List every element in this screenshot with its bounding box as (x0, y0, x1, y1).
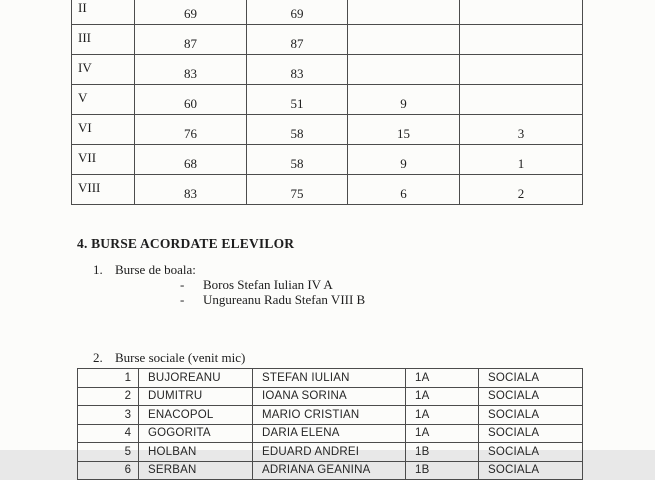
scholarship-type-cell: SOCIALA (479, 387, 583, 406)
given-name-cell: MARIO CRISTIAN (253, 406, 406, 425)
surname-cell: GOGORITA (139, 424, 253, 443)
row-number: 4 (78, 424, 139, 443)
table-row (72, 55, 583, 85)
class-label: V (72, 85, 135, 115)
table-row (72, 85, 583, 115)
cell-value: 69 (247, 0, 348, 25)
scholarship-type-cell: SOCIALA (479, 369, 583, 388)
scholarship-type-cell: SOCIALA (479, 443, 583, 462)
cell-value: 3 (460, 115, 583, 145)
dash-bullet: - (180, 277, 185, 292)
row-number: 5 (78, 443, 139, 462)
cell-value: 9 (348, 85, 460, 115)
cell-value: 15 (348, 115, 460, 145)
class-cell: 1A (406, 406, 479, 425)
surname-cell: DUMITRU (139, 387, 253, 406)
table-row (72, 115, 583, 145)
surname-cell: HOLBAN (139, 443, 253, 462)
cell-value: 51 (247, 85, 348, 115)
scholarship-type-cell: SOCIALA (479, 406, 583, 425)
cell-value: 58 (247, 115, 348, 145)
list-title-text: Burse sociale (venit mic) (115, 350, 246, 365)
cell-value: 87 (247, 25, 348, 55)
list-item (180, 292, 365, 308)
row-number: 1 (78, 369, 139, 388)
cell-value (460, 0, 583, 25)
given-name-cell: ADRIANA GEANINA (253, 461, 406, 480)
cell-value: 76 (135, 115, 247, 145)
class-cell: 1A (406, 387, 479, 406)
cell-value: 6 (348, 175, 460, 205)
social-list-title (93, 350, 245, 366)
surname-cell: SERBAN (139, 461, 253, 480)
table-row (78, 424, 583, 443)
student-name: Boros Stefan Iulian IV A (203, 277, 333, 292)
class-cell: 1A (406, 424, 479, 443)
illness-list-title (93, 262, 196, 278)
scholarship-type-cell: SOCIALA (479, 424, 583, 443)
class-label: II (72, 0, 135, 25)
table-row (72, 145, 583, 175)
social-scholarship-table (77, 368, 583, 480)
table-row (72, 0, 583, 25)
cell-value (460, 25, 583, 55)
class-statistics-table (71, 0, 583, 205)
cell-value (348, 0, 460, 25)
cell-value: 83 (135, 55, 247, 85)
dash-bullet: - (180, 292, 185, 307)
table-row (72, 25, 583, 55)
surname-cell: ENACOPOL (139, 406, 253, 425)
surname-cell: BUJOREANU (139, 369, 253, 388)
class-cell: 1A (406, 369, 479, 388)
given-name-cell: IOANA SORINA (253, 387, 406, 406)
list-item (180, 277, 333, 293)
list-number: 1. (93, 262, 103, 277)
table-row (78, 461, 583, 480)
section-heading: 4. BURSE ACORDATE ELEVILOR (77, 236, 295, 251)
cell-value: 1 (460, 145, 583, 175)
cell-value: 87 (135, 25, 247, 55)
list-number: 2. (93, 350, 103, 365)
cell-value (348, 25, 460, 55)
cell-value: 2 (460, 175, 583, 205)
table-row (72, 175, 583, 205)
cell-value: 75 (247, 175, 348, 205)
cell-value: 60 (135, 85, 247, 115)
cell-value: 58 (247, 145, 348, 175)
table-row (78, 406, 583, 425)
class-cell: 1B (406, 443, 479, 462)
class-label: VI (72, 115, 135, 145)
cell-value: 83 (247, 55, 348, 85)
row-number: 6 (78, 461, 139, 480)
list-title-text: Burse de boala: (115, 262, 196, 277)
given-name-cell: STEFAN IULIAN (253, 369, 406, 388)
cell-value: 9 (348, 145, 460, 175)
cell-value: 69 (135, 0, 247, 25)
row-number: 3 (78, 406, 139, 425)
class-label: VII (72, 145, 135, 175)
cell-value (348, 55, 460, 85)
given-name-cell: EDUARD ANDREI (253, 443, 406, 462)
table-row (78, 443, 583, 462)
table-row (78, 387, 583, 406)
scholarship-type-cell: SOCIALA (479, 461, 583, 480)
class-label: III (72, 25, 135, 55)
class-label: VIII (72, 175, 135, 205)
cell-value (460, 55, 583, 85)
cell-value: 83 (135, 175, 247, 205)
given-name-cell: DARIA ELENA (253, 424, 406, 443)
table-row (78, 369, 583, 388)
class-label: IV (72, 55, 135, 85)
cell-value (460, 85, 583, 115)
student-name: Ungureanu Radu Stefan VIII B (203, 292, 366, 307)
row-number: 2 (78, 387, 139, 406)
class-cell: 1B (406, 461, 479, 480)
cell-value: 68 (135, 145, 247, 175)
